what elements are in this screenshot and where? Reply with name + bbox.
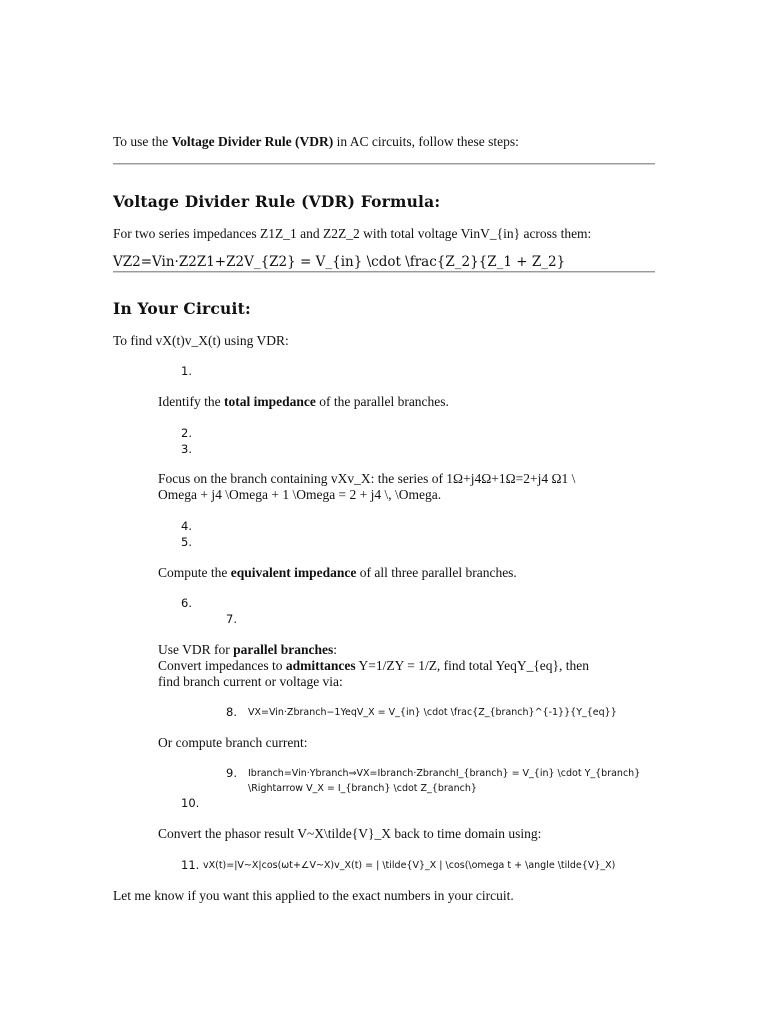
intro-text	[113, 134, 519, 150]
list-number-3: 3.	[181, 442, 192, 456]
formula-heading: Voltage Divider Rule (VDR) Formula:	[113, 192, 441, 211]
list-number-9: 9.	[226, 766, 237, 780]
divider-1	[113, 163, 655, 165]
step4-line1-pre: Use VDR for	[158, 642, 234, 657]
step4-line1-post: :	[333, 642, 338, 657]
step-compute	[158, 565, 517, 581]
circuit-intro: To find vX(t)v_X(t) using VDR:	[113, 333, 289, 348]
divider-2	[113, 271, 655, 273]
intro-pre: To use the	[113, 134, 172, 149]
list-number-4: 4.	[181, 519, 192, 533]
step-focus-line1: Focus on the branch containing vXv_X: the series of 1Ω+j4Ω+1Ω=2+j4 Ω1 \	[158, 471, 576, 486]
step-focus-line2: Omega + j4 \Omega + 1 \Omega = 2 + j4 \, \Omega.	[158, 487, 442, 502]
circuit-heading: In Your Circuit:	[113, 299, 251, 318]
vdr-formula: VZ2=Vin·Z2Z1+Z2V_{Z2} = V_{in} \cdot \frac{Z_2}{Z_1 + Z_2}	[113, 254, 566, 270]
list-number-11: 11.	[181, 858, 200, 872]
list-number-10: 10.	[181, 796, 200, 810]
list-number-2: 2.	[181, 426, 192, 440]
step1-pre: Identify the	[158, 394, 224, 409]
step4-line2-post: Y=1/ZY = 1/Z, find total YeqY_{eq}, then	[355, 658, 590, 673]
step1-post: of the parallel branches.	[315, 394, 449, 409]
list-number-7: 7.	[226, 612, 237, 626]
formula-description: For two series impedances Z1Z_1 and Z2Z_2 with total voltage VinV_{in} across them:	[113, 226, 592, 241]
list-number-1: 1.	[181, 364, 192, 378]
step1-bold: total impedance	[223, 394, 316, 409]
branch-current-formula-line1: Ibranch=Vin·Ybranch⇒VX=Ibranch·ZbranchI_{branch} = V_{in} \cdot Y_{branch}	[248, 768, 641, 779]
step-use-vdr-line1	[158, 642, 337, 658]
step3-post: of all three parallel branches.	[356, 565, 517, 580]
time-domain-formula: vX(t)=|V~X|cos(ωt+∠V~X)v_X(t) = | \tilde{V}_X | \cos(\omega t + \angle \tilde{V}_X)	[203, 860, 616, 871]
list-number-8: 8.	[226, 705, 237, 719]
list-number-5: 5.	[181, 535, 192, 549]
step4-line2-pre: Convert impedances to	[158, 658, 286, 673]
step4-line2-bold: admittances	[285, 658, 356, 673]
intro-bold: Voltage Divider Rule (VDR)	[171, 134, 334, 149]
step4-line1-bold: parallel branches	[233, 642, 334, 657]
step-use-vdr-line2	[158, 658, 589, 674]
step3-pre: Compute the	[158, 565, 231, 580]
intro-post: in AC circuits, follow these steps:	[333, 134, 519, 149]
branch-voltage-formula: VX=Vin·Zbranch−1YeqV_X = V_{in} \cdot \frac{Z_{branch}^{-1}}{Y_{eq}}	[248, 707, 617, 718]
step-use-vdr-line3: find branch current or voltage via:	[158, 674, 343, 689]
convert-phasor-text: Convert the phasor result V~X\tilde{V}_X back to time domain using:	[158, 826, 542, 841]
list-number-6: 6.	[181, 596, 192, 610]
step3-bold: equivalent impedance	[230, 565, 357, 580]
branch-current-formula-line2: \Rightarrow V_X = I_{branch} \cdot Z_{branch}	[248, 783, 477, 794]
or-compute-text: Or compute branch current:	[158, 735, 308, 750]
closing-text: Let me know if you want this applied to the exact numbers in your circuit.	[113, 888, 514, 903]
step-identify	[158, 394, 449, 410]
